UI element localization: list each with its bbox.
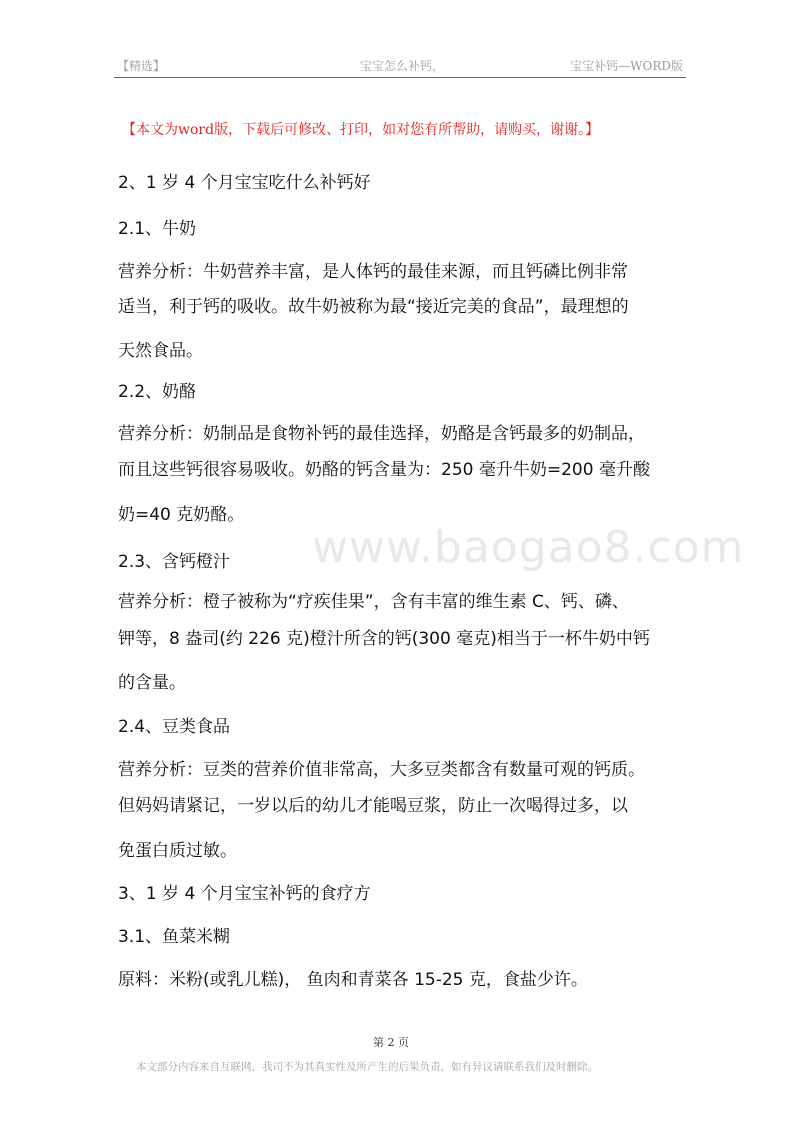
paragraph-line: 原料：米粉(或乳儿糕)， 鱼肉和青菜各 15-25 克，食盐少许。: [118, 970, 588, 990]
paragraph-line: 的含量。: [118, 673, 186, 693]
header-center-text: 宝宝怎么补钙，: [360, 59, 445, 73]
paragraph-line: 钾等，8 盎司(约 226 克)橙汁所含的钙(300 毫克)相当于一杯牛奶中钙: [118, 629, 650, 649]
paragraph-line: 但妈妈请紧记，一岁以后的幼儿才能喝豆浆，防止一次喝得过多，以: [118, 796, 628, 816]
watermark: www.baogao8.com: [312, 522, 745, 573]
subheading-milk: 2.1、牛奶: [118, 219, 197, 239]
purchase-notice: 【本文为word版，下载后可修改、打印，如对您有所帮助，请购买，谢谢。】: [122, 122, 600, 138]
paragraph-line: 适当，利于钙的吸收。故牛奶被称为最“接近完美的食品”，最理想的: [118, 297, 629, 317]
paragraph-line: 营养分析：豆类的营养价值非常高，大多豆类都含有数量可观的钙质。: [118, 760, 645, 780]
subheading-orange-juice: 2.3、含钙橙汁: [118, 552, 231, 572]
paragraph-line: 营养分析：橙子被称为“疗疾佳果”，含有丰富的维生素 C、钙、磷、: [118, 592, 629, 612]
subheading-beans: 2.4、豆类食品: [118, 717, 231, 737]
header-left-text: 【精选】: [117, 59, 166, 73]
subheading-fish-rice-paste: 3.1、鱼菜米糊: [118, 927, 231, 947]
subheading-cheese: 2.2、奶酪: [118, 382, 197, 402]
header-right-text: 宝宝补钙—WORD版: [570, 59, 683, 73]
paragraph-line: 营养分析：奶制品是食物补钙的最佳选择，奶酪是含钙最多的奶制品，: [118, 424, 645, 444]
section-heading-3: 3、1 岁 4 个月宝宝补钙的食疗方: [118, 884, 371, 904]
paragraph-line: 而且这些钙很容易吸收。奶酪的钙含量为：250 毫升牛奶=200 毫升酸: [118, 460, 650, 480]
paragraph-line: 营养分析：牛奶营养丰富，是人体钙的最佳来源，而且钙磷比例非常: [118, 262, 628, 282]
paragraph-line: 奶=40 克奶酪。: [118, 505, 245, 525]
paragraph-line: 天然食品。: [118, 341, 203, 361]
paragraph-line: 免蛋白质过敏。: [118, 841, 237, 861]
page-number: 第 2 页: [373, 1036, 409, 1049]
footer-disclaimer: 本文部分内容来自互联网，我司不为其真实性及所产生的后果负责，如有异议请联系我们及时删除。: [136, 1061, 598, 1073]
page-header: [117, 57, 683, 77]
section-heading-2: 2、1 岁 4 个月宝宝吃什么补钙好: [118, 173, 371, 193]
header-divider: [114, 77, 686, 78]
